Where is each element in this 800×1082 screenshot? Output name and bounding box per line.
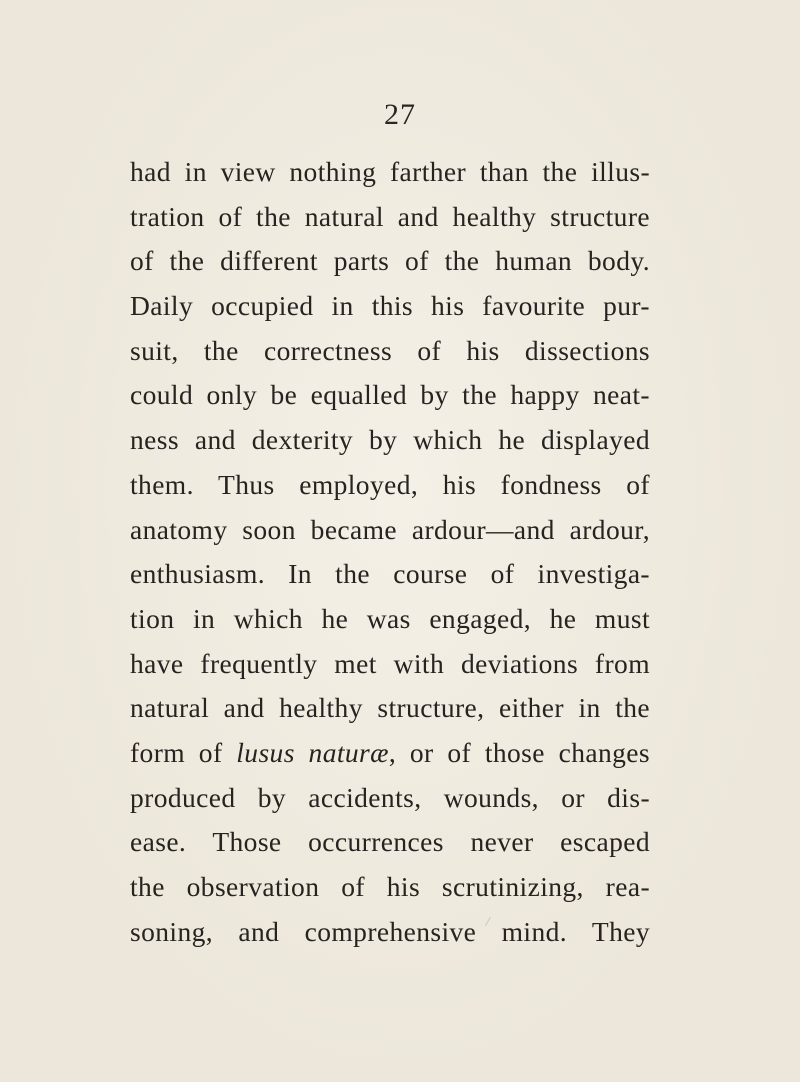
text-segment: , or of those changes [388,736,650,768]
text-line: tion in which he was engaged, he must [130,602,650,634]
text-line: suit, the correctness of his dissections [130,334,650,366]
text-line-with-italic [130,731,650,776]
text-line: natural and healthy structure, either in the [130,692,650,724]
text-line: enthusiasm. In the course of investiga- [130,558,650,590]
italic-phrase: lusus naturæ [236,736,389,768]
body-text [130,150,650,954]
text-line: have frequently met with deviations from [130,647,650,679]
text-line: produced by accidents, wounds, or dis- [130,781,650,813]
text-line: anatomy soon became ardour—and ardour, [130,513,650,545]
text-line: them. Thus employed, his fondness of [130,468,650,500]
page-number: 27 [384,98,416,131]
text-line: ease. Those occurrences never escaped [130,826,650,858]
text-line: had in view nothing farther than the illus- [130,156,650,187]
text-line: tration of the natural and healthy structure [130,200,650,232]
text-line: Daily occupied in this his favourite pur- [130,290,650,322]
text-line: the observation of his scrutinizing, rea- [130,871,650,902]
text-segment: form of [130,736,237,768]
text-line: soning, and comprehensive mind. They [130,915,650,947]
text-line: could only be equalled by the happy neat- [130,379,650,411]
text-line: of the different parts of the human body. [130,245,650,277]
text-line: ness and dexterity by which he displayed [130,424,650,456]
